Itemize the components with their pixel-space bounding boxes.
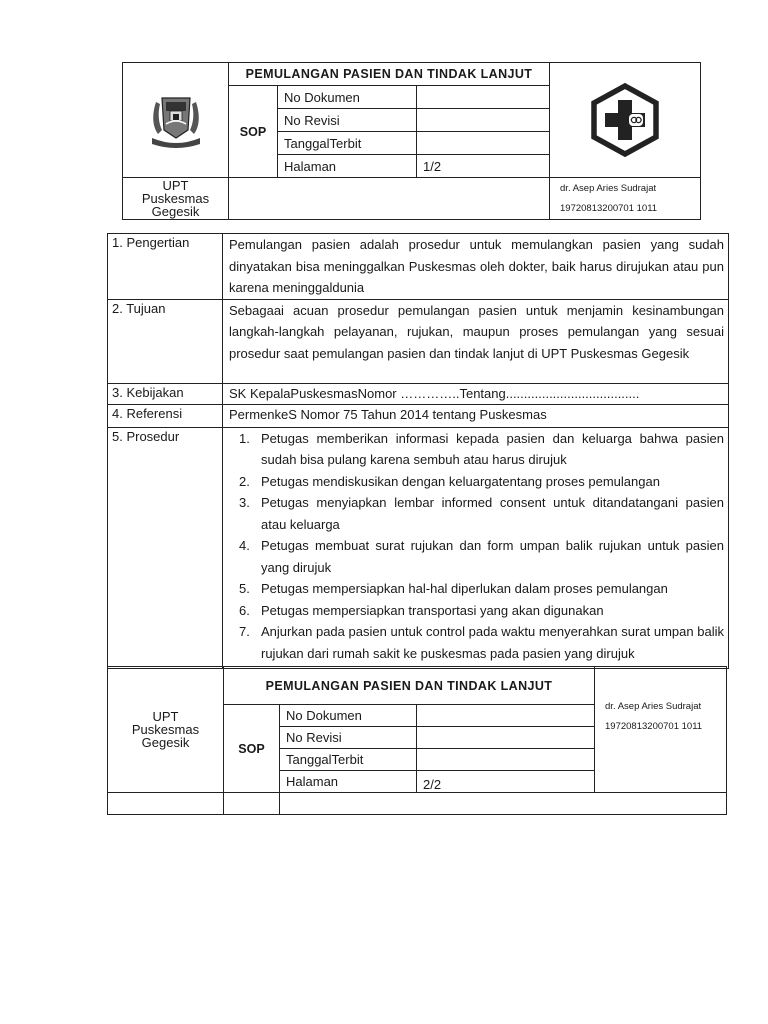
step-text: Petugas membuat surat rujukan dan form umpan balik rujukan untuk pasien yang dirujuk bbox=[261, 538, 724, 575]
section-label: 5. Prosedur bbox=[108, 427, 223, 668]
section-label: 4. Referensi bbox=[108, 404, 223, 427]
procedure-list bbox=[229, 428, 724, 665]
org-line: Gegesik bbox=[151, 204, 200, 219]
step-number: 4. bbox=[239, 538, 250, 553]
procedure-step bbox=[229, 621, 724, 664]
signer-nip: 19720813200701 1011 bbox=[560, 202, 658, 214]
field-value: 2/2 bbox=[417, 771, 595, 793]
step-number: 5. bbox=[239, 581, 250, 596]
section-label: 1. Pengertian bbox=[108, 234, 223, 300]
step-text: Petugas mendiskusikan dengan keluargatentang proses pemulangan bbox=[261, 473, 660, 489]
procedure-step bbox=[229, 471, 724, 493]
org-line: Puskesmas bbox=[131, 722, 200, 737]
org-line: Puskesmas bbox=[141, 191, 210, 206]
blank-cell bbox=[224, 793, 280, 815]
field-label: No Revisi bbox=[278, 109, 417, 132]
field-value bbox=[417, 705, 595, 727]
org-line: Gegesik bbox=[141, 735, 190, 750]
step-text: Petugas memberikan informasi kepada pasien dan keluarga bahwa pasien sudah bisa pulang karena sembuh atau harus dirujuk bbox=[261, 430, 724, 467]
signer-block bbox=[595, 667, 727, 793]
section-text: Sebagaai acuan prosedur pemulangan pasien untuk menjamin kesinambungan langkah-langkah pelayanan, rujukan, maupun proses pemulangan yang sesuai prosedur saat pemulangan pasien dan tindak lanjut di UPT Puskesmas Gegesik bbox=[223, 299, 729, 383]
field-value bbox=[417, 749, 595, 771]
step-text: Petugas menyiapkan lembar informed consent untuk ditandatangani pasien atau keluarga bbox=[261, 495, 724, 532]
sop-body-table bbox=[107, 233, 729, 669]
document-title: PEMULANGAN PASIEN DAN TINDAK LANJUT bbox=[224, 667, 595, 705]
field-label: TanggalTerbit bbox=[280, 749, 417, 771]
procedure-step bbox=[229, 535, 724, 578]
procedure-step bbox=[229, 600, 724, 622]
step-number: 7. bbox=[239, 624, 250, 639]
signer-block bbox=[550, 178, 701, 220]
health-logo-cell bbox=[550, 63, 701, 178]
field-label: No Revisi bbox=[280, 727, 417, 749]
org-line: UPT bbox=[162, 178, 189, 193]
field-value bbox=[417, 132, 550, 155]
step-text: Petugas mempersiapkan transportasi yang akan digunakan bbox=[261, 602, 604, 618]
organization-name bbox=[123, 178, 229, 220]
field-label: No Dokumen bbox=[280, 705, 417, 727]
step-number: 2. bbox=[239, 473, 250, 489]
organization-name bbox=[108, 667, 224, 793]
signer-name: dr. Asep Aries Sudrajat bbox=[605, 701, 702, 712]
field-value bbox=[417, 86, 550, 109]
org-line: UPT bbox=[152, 709, 179, 724]
sop-label: SOP bbox=[229, 86, 278, 178]
step-text: Petugas mempersiapkan hal-hal diperlukan dalam proses pemulangan bbox=[261, 581, 668, 596]
field-label: No Dokumen bbox=[278, 86, 417, 109]
section-label: 3. Kebijakan bbox=[108, 383, 223, 404]
sop-footer-table bbox=[107, 666, 727, 815]
sop-label: SOP bbox=[224, 705, 280, 793]
procedure-steps bbox=[223, 427, 729, 668]
blank-cell bbox=[108, 793, 224, 815]
procedure-step bbox=[229, 492, 724, 535]
blank-cell bbox=[229, 178, 550, 220]
field-label: Halaman bbox=[278, 155, 417, 178]
regency-emblem-icon bbox=[148, 92, 204, 154]
sop-header-table bbox=[122, 62, 701, 220]
puskesmas-logo-icon bbox=[589, 83, 661, 157]
procedure-step bbox=[229, 578, 724, 600]
step-number: 3. bbox=[239, 495, 250, 510]
section-text: Pemulangan pasien adalah prosedur untuk memulangkan pasien yang sudah dinyatakan bisa meninggalkan Puskesmas oleh dokter, baik harus dirujukan atau pun karena meninggaldunia bbox=[223, 234, 729, 300]
section-text: PermenkeS Nomor 75 Tahun 2014 tentang Puskesmas bbox=[223, 404, 729, 427]
field-value bbox=[417, 727, 595, 749]
field-value bbox=[417, 109, 550, 132]
regional-emblem-cell bbox=[123, 63, 229, 178]
step-text: Anjurkan pada pasien untuk control pada waktu menyerahkan surat umpan balik rujukan dari rumah sakit ke puskesmas pada pasien yang dirujuk bbox=[261, 624, 724, 661]
section-text: SK KepalaPuskesmasNomor …………..Tentang..................................... bbox=[223, 383, 729, 404]
step-number: 1. bbox=[239, 430, 250, 446]
blank-cell bbox=[280, 793, 727, 815]
step-number: 6. bbox=[239, 602, 250, 618]
procedure-step bbox=[229, 428, 724, 471]
signer-name: dr. Asep Aries Sudrajat bbox=[560, 182, 657, 194]
document-title: PEMULANGAN PASIEN DAN TINDAK LANJUT bbox=[229, 63, 550, 86]
field-label: TanggalTerbit bbox=[278, 132, 417, 155]
section-label: 2. Tujuan bbox=[108, 299, 223, 383]
signer-nip: 19720813200701 1011 bbox=[605, 721, 703, 732]
field-value: 1/2 bbox=[417, 155, 550, 178]
field-label: Halaman bbox=[280, 771, 417, 793]
